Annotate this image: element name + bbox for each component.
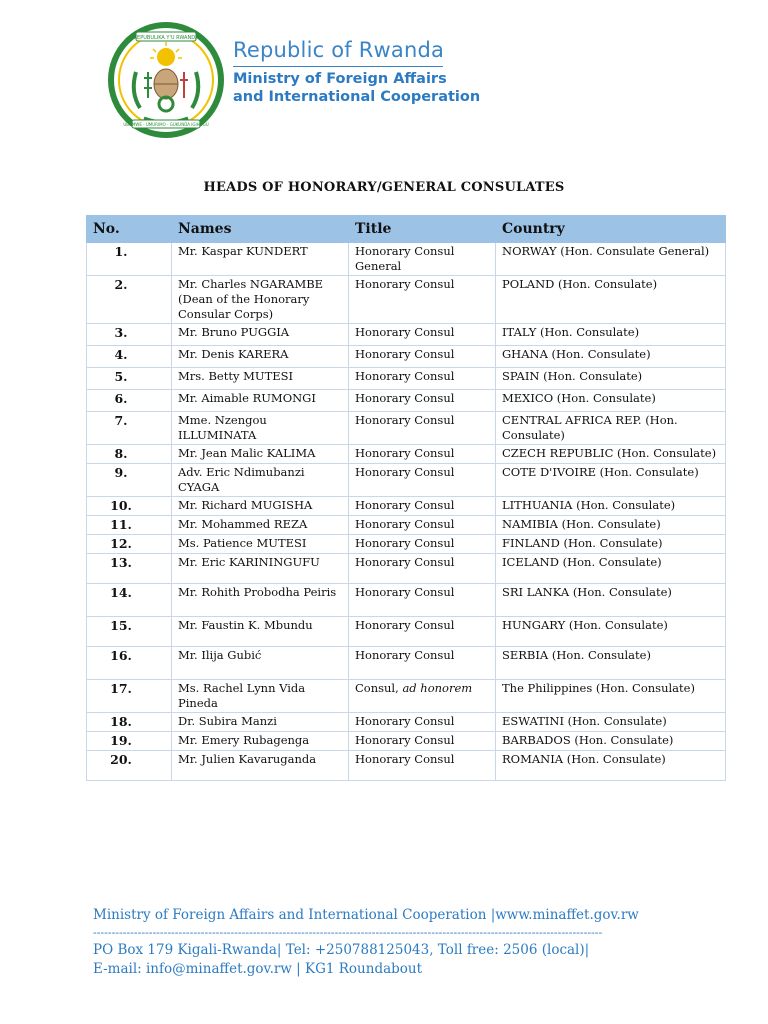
- row-country: SRI LANKA (Hon. Consulate): [496, 584, 726, 617]
- row-number: 12.: [87, 535, 172, 554]
- row-number: 10.: [87, 497, 172, 516]
- row-title: Honorary Consul: [349, 412, 496, 445]
- row-number: 8.: [87, 445, 172, 464]
- row-country: CENTRAL AFRICA REP. (Hon. Consulate): [496, 412, 726, 445]
- row-number: 7.: [87, 412, 172, 445]
- row-title-text: Consul,: [355, 681, 403, 695]
- row-title-italic: ad honorem: [402, 681, 473, 695]
- row-country: MEXICO (Hon. Consulate): [496, 390, 726, 412]
- row-country: ITALY (Hon. Consulate): [496, 324, 726, 346]
- row-name: Dr. Subira Manzi: [172, 713, 349, 732]
- table-row: [87, 464, 726, 497]
- header-country: Country: [496, 216, 726, 243]
- row-title: Honorary Consul: [349, 368, 496, 390]
- row-title: Honorary Consul: [349, 516, 496, 535]
- row-number: 6.: [87, 390, 172, 412]
- table-row: [87, 276, 726, 324]
- header-title: Title: [349, 216, 496, 243]
- row-title: Honorary Consul: [349, 276, 496, 324]
- row-name: Mr. Julien Kavaruganda: [172, 751, 349, 781]
- row-name: Mr. Bruno PUGGIA: [172, 324, 349, 346]
- table-row: [87, 751, 726, 781]
- row-name: Mr. Rohith Probodha Peiris: [172, 584, 349, 617]
- row-title: [349, 680, 496, 713]
- row-country: ESWATINI (Hon. Consulate): [496, 713, 726, 732]
- row-title: Honorary Consul General: [349, 243, 496, 276]
- row-name: Mr. Jean Malic KALIMA: [172, 445, 349, 464]
- row-number: 3.: [87, 324, 172, 346]
- row-name: Mr. Richard MUGISHA: [172, 497, 349, 516]
- row-country: COTE D'IVOIRE (Hon. Consulate): [496, 464, 726, 497]
- row-number: 9.: [87, 464, 172, 497]
- row-number: 5.: [87, 368, 172, 390]
- table-row: [87, 390, 726, 412]
- rwanda-coat-of-arms-icon: [108, 22, 224, 138]
- row-country: SPAIN (Hon. Consulate): [496, 368, 726, 390]
- row-name: Mr. Denis KARERA: [172, 346, 349, 368]
- row-title: Honorary Consul: [349, 647, 496, 680]
- row-title: Honorary Consul: [349, 535, 496, 554]
- row-name: Mme. Nzengou ILLUMINATA: [172, 412, 349, 445]
- row-name: Ms. Patience MUTESI: [172, 535, 349, 554]
- country-name: Republic of Rwanda: [233, 38, 445, 62]
- row-title: Honorary Consul: [349, 713, 496, 732]
- table-row: [87, 324, 726, 346]
- row-number: 20.: [87, 751, 172, 781]
- row-name: Adv. Eric Ndimubanzi CYAGA: [172, 464, 349, 497]
- row-title: Honorary Consul: [349, 464, 496, 497]
- footer: [93, 906, 693, 979]
- consulates-table: [86, 215, 726, 781]
- table-row: [87, 368, 726, 390]
- row-name: Ms. Rachel Lynn Vida Pineda: [172, 680, 349, 713]
- row-number: 18.: [87, 713, 172, 732]
- row-title: Honorary Consul: [349, 445, 496, 464]
- row-number: 19.: [87, 732, 172, 751]
- letterhead: [108, 22, 528, 142]
- row-number: 4.: [87, 346, 172, 368]
- table-row: [87, 497, 726, 516]
- ministry-name-line2: and International Cooperation: [233, 89, 481, 105]
- table-row: [87, 680, 726, 713]
- row-country: NORWAY (Hon. Consulate General): [496, 243, 726, 276]
- row-number: 16.: [87, 647, 172, 680]
- header-no: No.: [87, 216, 172, 243]
- table-row: [87, 732, 726, 751]
- table-row: [87, 554, 726, 584]
- row-number: 1.: [87, 243, 172, 276]
- table-row: [87, 713, 726, 732]
- row-country: POLAND (Hon. Consulate): [496, 276, 726, 324]
- table-row: [87, 412, 726, 445]
- table-row: [87, 617, 726, 647]
- row-name: Mr. Eric KARININGUFU: [172, 554, 349, 584]
- row-country: GHANA (Hon. Consulate): [496, 346, 726, 368]
- row-number: 17.: [87, 680, 172, 713]
- row-name: Mr. Kaspar KUNDERT: [172, 243, 349, 276]
- ministry-name-block: [233, 38, 480, 106]
- table-row: [87, 647, 726, 680]
- footer-ministry-line: Ministry of Foreign Affairs and International Cooperation |www.minaffet.gov.rw: [93, 907, 639, 923]
- row-name: Mr. Mohammed REZA: [172, 516, 349, 535]
- row-title: Honorary Consul: [349, 497, 496, 516]
- ministry-name-line1: Ministry of Foreign Affairs: [233, 71, 447, 87]
- row-country: ICELAND (Hon. Consulate): [496, 554, 726, 584]
- row-country: FINLAND (Hon. Consulate): [496, 535, 726, 554]
- row-country: HUNGARY (Hon. Consulate): [496, 617, 726, 647]
- document-title: HEADS OF HONORARY/GENERAL CONSULATES: [203, 180, 565, 195]
- table-header-row: [87, 216, 726, 243]
- row-name: Mr. Ilija Gubić: [172, 647, 349, 680]
- row-country: BARBADOS (Hon. Consulate): [496, 732, 726, 751]
- row-title: Honorary Consul: [349, 751, 496, 781]
- row-country: LITHUANIA (Hon. Consulate): [496, 497, 726, 516]
- row-number: 11.: [87, 516, 172, 535]
- table-row: [87, 445, 726, 464]
- row-country: ROMANIA (Hon. Consulate): [496, 751, 726, 781]
- row-name: Mrs. Betty MUTESI: [172, 368, 349, 390]
- svg-text:REPUBULIKA Y'U RWANDA: REPUBULIKA Y'U RWANDA: [133, 35, 199, 41]
- table-row: [87, 516, 726, 535]
- row-country: SERBIA (Hon. Consulate): [496, 647, 726, 680]
- footer-divider: -----------------------------------------------------------------------------------------------------------------------------------------: [93, 926, 603, 939]
- table-row: [87, 346, 726, 368]
- row-country: The Philippines (Hon. Consulate): [496, 680, 726, 713]
- footer-address-line: PO Box 179 Kigali-Rwanda| Tel: +250788125043, Toll free: 2506 (local)|: [93, 942, 590, 958]
- footer-email-line: E-mail: info@minaffet.gov.rw | KG1 Roundabout: [93, 961, 423, 977]
- table-row: [87, 535, 726, 554]
- row-title: Honorary Consul: [349, 554, 496, 584]
- row-title: Honorary Consul: [349, 732, 496, 751]
- row-number: 2.: [87, 276, 172, 324]
- row-name: Mr. Faustin K. Mbundu: [172, 617, 349, 647]
- row-country: CZECH REPUBLIC (Hon. Consulate): [496, 445, 726, 464]
- row-title: Honorary Consul: [349, 324, 496, 346]
- row-title: Honorary Consul: [349, 617, 496, 647]
- row-title: Honorary Consul: [349, 390, 496, 412]
- letterhead-divider: [233, 66, 443, 67]
- row-name: Mr. Aimable RUMONGI: [172, 390, 349, 412]
- table-row: [87, 584, 726, 617]
- row-country: NAMIBIA (Hon. Consulate): [496, 516, 726, 535]
- header-names: Names: [172, 216, 349, 243]
- row-title: Honorary Consul: [349, 346, 496, 368]
- row-title: Honorary Consul: [349, 584, 496, 617]
- row-number: 13.: [87, 554, 172, 584]
- row-name: Mr. Charles NGARAMBE (Dean of the Honorary Consular Corps): [172, 276, 349, 324]
- row-number: 15.: [87, 617, 172, 647]
- row-number: 14.: [87, 584, 172, 617]
- svg-text:UBUMWE - UMURIMO - GUKUNDA IGI: UBUMWE - UMURIMO - GUKUNDA IGIHUGU: [123, 122, 209, 127]
- row-name: Mr. Emery Rubagenga: [172, 732, 349, 751]
- table-row: [87, 243, 726, 276]
